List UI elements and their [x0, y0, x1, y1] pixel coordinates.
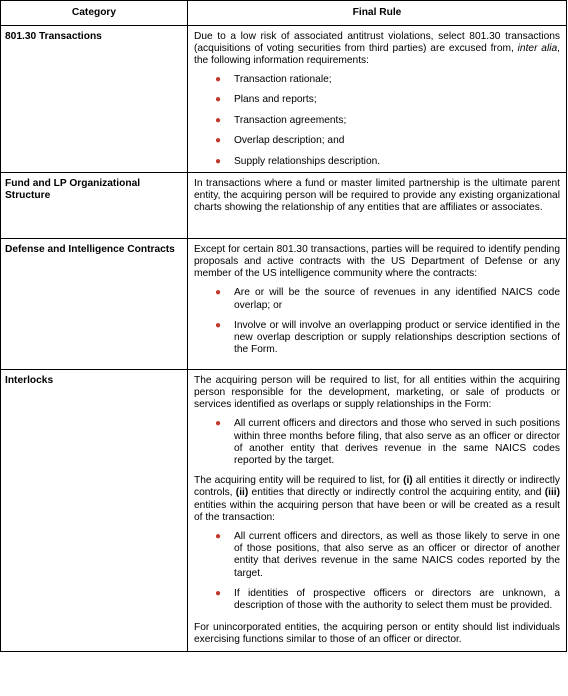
list-item: ● Transaction agreements;	[215, 114, 347, 126]
rule-paragraph: In transactions where a fund or master limited partnership is the ultimate parent entity, the acquiring person will be required to provide any existing organizational charts showing the relationship of any entities that are affiliates or associates.	[194, 177, 560, 214]
list-item: ● If identities of prospective officers or directors are unknown, a description of those with the authority to select them must be provided.	[215, 587, 560, 612]
rule-paragraph: Except for certain 801.30 transactions, parties will be required to identify pending proposals and active contracts with the US Department of Defense or any member of the US intelligence community where the contracts:	[194, 243, 560, 280]
rule-text: , the following information requirements:	[194, 43, 560, 67]
row-category: Interlocks	[1, 369, 188, 651]
table-row	[1, 369, 567, 651]
bullet-icon: ●	[215, 155, 222, 167]
bullet-icon: ●	[215, 587, 222, 599]
rule-paragraph: The acquiring entity will be required to list, for (i) all entities it directly or indirectly controls, (ii) entities that directly or indirectly control the acquiring entity, and (iii) entities within the acquiring person that have been or will be created as a result of the transaction:	[194, 475, 560, 523]
final-rule-column-header: Final Rule	[188, 1, 567, 26]
row-rule	[188, 26, 567, 173]
table-row	[1, 238, 567, 369]
row-category: Fund and LP Organizational Structure	[1, 172, 188, 238]
list-item: ● Plans and reports;	[215, 94, 317, 106]
bullet-icon: ●	[215, 135, 222, 147]
row-category: Defense and Intelligence Contracts	[1, 238, 188, 369]
bullet-icon: ●	[215, 73, 222, 85]
table-header-row	[1, 1, 567, 26]
bullet-icon: ●	[215, 114, 222, 126]
bullet-list	[194, 287, 560, 356]
list-item: ● Supply relationships description.	[215, 155, 381, 167]
bullet-icon: ●	[215, 319, 222, 331]
bullet-icon: ●	[215, 287, 222, 299]
row-rule	[188, 369, 567, 651]
row-category: 801.30 Transactions	[1, 26, 188, 173]
bullet-icon: ●	[215, 531, 222, 543]
row-rule	[188, 238, 567, 369]
category-column-header: Category	[1, 1, 188, 26]
table-row	[1, 172, 567, 238]
row-rule	[188, 172, 567, 238]
list-item: ● Transaction rationale;	[215, 73, 332, 85]
bullet-list	[194, 531, 560, 612]
bullet-list	[194, 418, 560, 467]
rule-paragraph: The acquiring person will be required to list, for all entities within the acquiring person responsible for the development, marketing, or sale of products or services identified as overlaps or supply relationships in the Form:	[194, 374, 560, 411]
rule-text: Due to a low risk of associated antitrust violations, select 801.30 transactions (acquisitions of voting securities from third parties) are excused from,	[194, 31, 560, 55]
rule-emphasis: inter alia	[517, 43, 558, 55]
list-item: ● All current officers and directors, as well as those likely to serve in one of those positions, that also serve as an officer or director of another entity that derives revenue in the same NAICS codes reported by the target.	[215, 531, 560, 579]
list-item: ● Are or will be the source of revenues in any identified NAICS code overlap; or	[215, 287, 560, 311]
list-item: ● All current officers and directors and those who served in such positions within three months before filing, that also serve as an officer or director of another entity that derives revenue in the same NAICS codes reported by the target.	[215, 418, 560, 467]
rule-paragraph	[194, 31, 560, 68]
list-item: ● Involve or will involve an overlapping product or service identified in the new overlap description or supply relationships description sections of the Form.	[215, 319, 560, 356]
rule-paragraph: For unincorporated entities, the acquiring person or entity should list individuals exercising functions similar to those of an officer or director.	[194, 622, 560, 646]
bullet-list	[194, 74, 560, 168]
list-item: ● Overlap description; and	[215, 135, 345, 147]
bullet-icon: ●	[215, 418, 222, 430]
table-row	[1, 26, 567, 173]
bullet-icon: ●	[215, 94, 222, 106]
